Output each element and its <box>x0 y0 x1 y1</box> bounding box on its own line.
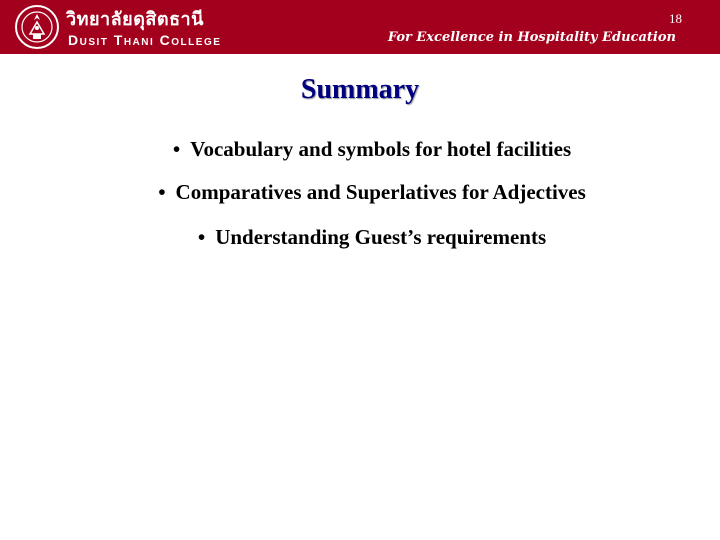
college-seal-icon <box>14 4 60 50</box>
bullet-symbol: • <box>172 137 181 161</box>
college-name-english: Dusit Thani College <box>68 32 222 48</box>
college-name-thai: วิทยาลัยดุสิตธานี <box>66 9 204 30</box>
bullet-text: Vocabulary and symbols for hotel facilities <box>190 137 572 161</box>
bullet-symbol: • <box>197 225 206 249</box>
bullet-item <box>0 137 720 162</box>
slide-title: Summary <box>300 74 420 105</box>
bullet-text: Comparatives and Superlatives for Adjectives <box>175 180 586 204</box>
college-tagline: For Excellence in Hospitality Education <box>387 30 676 45</box>
bullet-item <box>0 225 720 250</box>
slide-number: 18 <box>669 11 682 26</box>
slide-header <box>0 0 720 54</box>
bullet-symbol: • <box>158 180 166 204</box>
bullet-text: Understanding Guest’s requirements <box>215 225 547 249</box>
bullet-item <box>0 180 720 205</box>
